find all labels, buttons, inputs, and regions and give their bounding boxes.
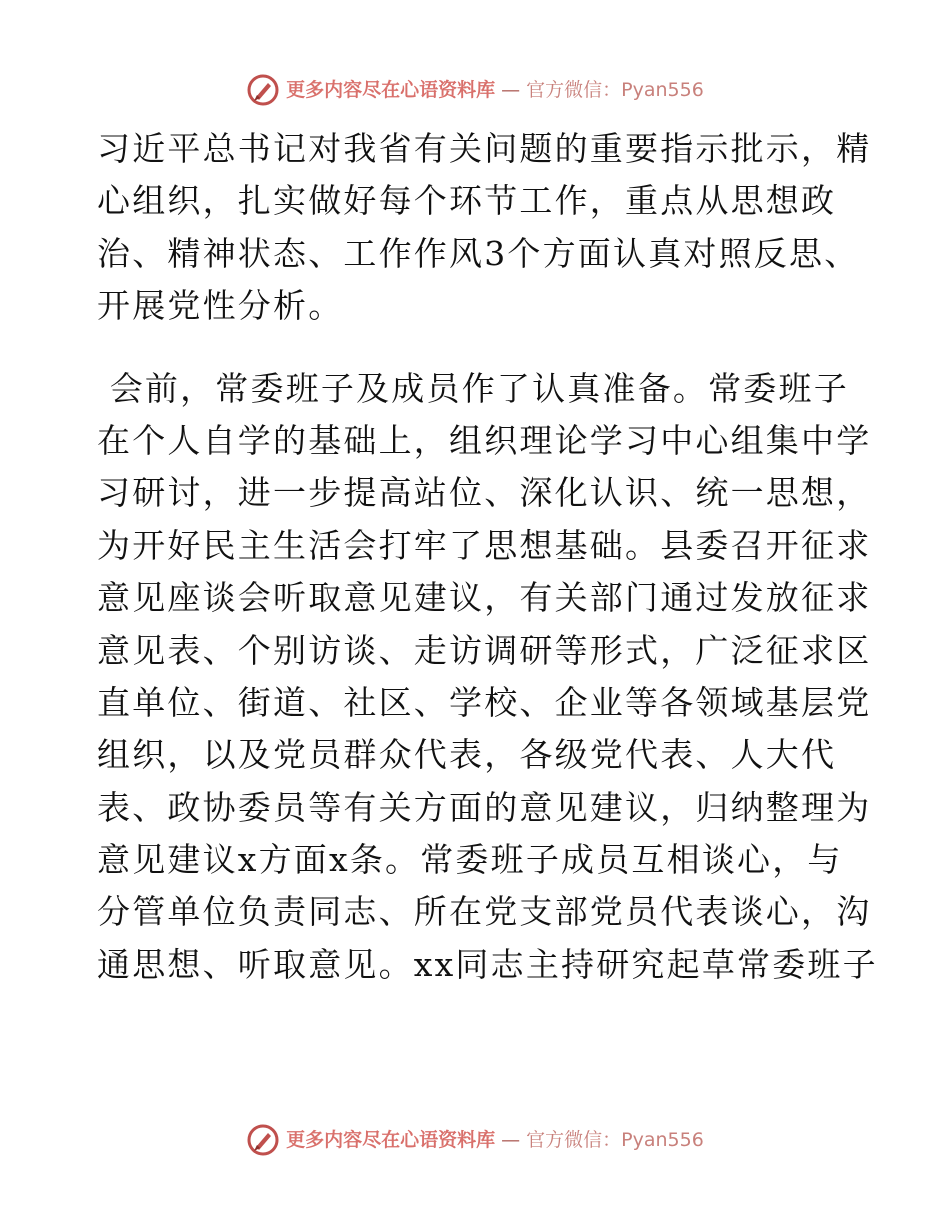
text-line: 直单位、街道、社区、学校、企业等各领域基层党 (97, 682, 872, 722)
text-line: 会前，常委班子及成员作了认真准备。常委班子 (97, 368, 849, 408)
text-line: 开展党性分析。 (97, 286, 344, 326)
header-watermark (0, 70, 950, 110)
text-line: 习近平总书记对我省有关问题的重要指示批示，精 (97, 129, 872, 168)
text-line: 治、精神状态、工作作风3个方面认真对照反思、 (97, 233, 860, 273)
watermark-main-text: 更多内容尽在心语资料库 (286, 1129, 496, 1151)
text-line: 组织，以及党员群众代表，各级党代表、人大代 (97, 735, 837, 775)
watermark-separator: — (501, 1129, 521, 1151)
watermark-wechat-text: 官方微信：Pyan556 (526, 1129, 704, 1151)
text-line: 习研讨，进一步提高站位、深化认识、统一思想， (97, 473, 872, 513)
watermark-main-text: 更多内容尽在心语资料库 (286, 79, 496, 101)
text-line: 意见表、个别访谈、走访调研等形式，广泛征求区 (97, 630, 872, 670)
text-line: 心组织，扎实做好每个环节工作，重点从思想政 (97, 181, 837, 221)
watermark-wechat-text: 官方微信：Pyan556 (526, 79, 704, 101)
text-line: 意见座谈会听取意见建议，有关部门通过发放征求 (97, 578, 872, 618)
text-line: 分管单位负责同志、所在党支部党员代表谈心，沟 (97, 892, 872, 932)
text-line: 通思想、听取意见。xx同志主持研究起草常委班子 (97, 944, 878, 984)
text-line: 在个人自学的基础上，组织理论学习中心组集中学 (97, 420, 872, 460)
footer-watermark (0, 1120, 950, 1160)
paragraph-2 (97, 363, 878, 992)
watermark-separator: — (501, 79, 521, 101)
pen-logo-icon (246, 73, 280, 107)
text-line: 表、政协委员等有关方面的意见建议，归纳整理为 (97, 787, 872, 827)
document-body (97, 123, 878, 991)
paragraph-1 (97, 123, 872, 333)
text-line: 意见建议x方面x条。常委班子成员互相谈心，与 (97, 840, 843, 880)
pen-logo-icon (246, 1123, 280, 1157)
text-line: 为开好民主生活会打牢了思想基础。县委召开征求 (97, 525, 872, 565)
